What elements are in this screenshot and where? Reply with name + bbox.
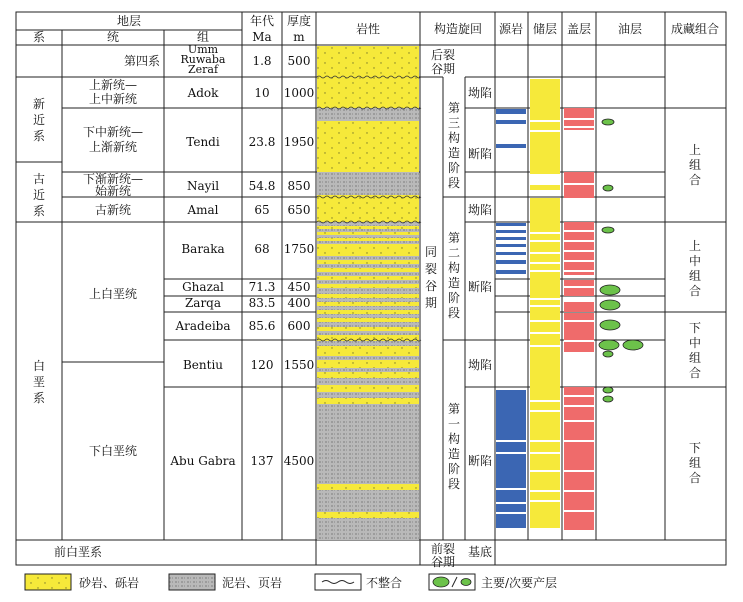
caprock-gap — [564, 420, 594, 422]
source-rock-bar — [496, 260, 526, 264]
header-thickness-unit: m — [293, 30, 305, 44]
caprock-gap — [564, 300, 594, 302]
formation-age: 1.8 — [252, 54, 272, 68]
system-column — [33, 97, 45, 405]
formation-group-name: Zarqa — [184, 296, 222, 310]
reservoir-gap — [530, 410, 560, 412]
lithology-mud-layer — [317, 341, 419, 346]
tectonic-stage2-char: 段 — [447, 306, 461, 320]
major-oil-layer — [600, 285, 620, 295]
tectonic-stage3-char: 第 — [447, 101, 461, 115]
formation-age: 10 — [254, 86, 270, 100]
legend-mudstone: 泥岩、页岩 — [222, 576, 283, 590]
minor-oil-layer — [602, 227, 614, 233]
source-gap — [496, 440, 526, 442]
lithology-mud-layer — [317, 306, 419, 310]
tectonic-post-rift: 谷期 — [430, 62, 456, 76]
system-label-char: 新 — [32, 97, 46, 111]
caprock-bar — [564, 387, 594, 530]
major-oil-layer — [623, 340, 643, 350]
tectonic-syn-rift — [425, 245, 437, 310]
source-rock-bar — [496, 230, 526, 233]
tectonic-stage3-char: 三 — [447, 116, 461, 130]
assemblage-label-char: 组 — [688, 158, 702, 172]
system-label-char: 近 — [32, 188, 46, 202]
system-label-char: 系 — [32, 391, 46, 405]
series-label: 下渐新统— — [82, 172, 144, 186]
reservoir-gap — [530, 120, 560, 122]
assemblage-label-char: 中 — [688, 254, 702, 268]
lithology-mud-layer — [317, 116, 419, 121]
caprock-gap — [564, 510, 594, 512]
reservoir-gap — [530, 400, 560, 402]
formation-age: 71.3 — [248, 280, 276, 294]
quaternary-label: 第四系 — [123, 54, 161, 68]
reservoir-gap — [530, 490, 560, 492]
lithology-mud-layer — [317, 518, 419, 540]
lithology-mud-layer — [317, 264, 419, 268]
minor-oil-layer — [603, 387, 613, 393]
lithology-mud-layer — [317, 241, 419, 244]
tectonic-syn-rift-char: 裂 — [424, 262, 438, 276]
reservoir-gap — [530, 232, 560, 234]
formation-thickness: 4500 — [283, 454, 315, 468]
header-caprock: 盖层 — [566, 22, 592, 36]
reservoir-gap — [530, 298, 560, 300]
formation-thickness: 400 — [287, 296, 311, 310]
lithology-mud-layer — [317, 172, 419, 195]
series-label: 上新统— — [88, 78, 138, 92]
tectonic-syn-rift-char: 同 — [424, 245, 438, 259]
lithology-mud-layer — [317, 356, 419, 360]
reservoir-gap — [530, 440, 560, 442]
assemblage-label-char: 上 — [688, 239, 702, 253]
formation-group-name: Umm — [187, 43, 219, 56]
header-oil: 油层 — [617, 22, 643, 36]
lithology-mud-layer — [317, 288, 419, 294]
assemblage-label — [689, 238, 701, 298]
series-label: 上白垩统 — [88, 287, 138, 301]
tectonic-stage2-char: 第 — [447, 231, 461, 245]
system-label-char: 系 — [32, 129, 46, 143]
caprock-gap — [564, 240, 594, 242]
minor-oil-icon — [461, 579, 471, 586]
header-reservoir: 储层 — [532, 22, 558, 36]
formation-thickness: 450 — [287, 280, 311, 294]
reservoir-gap — [530, 470, 560, 472]
formation-thickness: 650 — [287, 203, 311, 217]
source-rock-bar — [496, 244, 526, 247]
lithology-mud-layer — [317, 378, 419, 385]
tectonic-post-rift: 后裂 — [430, 48, 456, 62]
caprock-gap — [564, 395, 594, 397]
formation-group-name: Abu Gabra — [170, 454, 236, 468]
formation-group-name: Zeraf — [187, 63, 219, 76]
source-rock-bar — [496, 223, 526, 226]
reservoir-gap — [530, 500, 560, 502]
reservoir-gap — [530, 270, 560, 272]
caprock-gap — [564, 126, 594, 128]
series-column — [54, 54, 160, 559]
caprock-gap — [564, 470, 594, 472]
formation-age: 83.5 — [248, 296, 276, 310]
source-rock-bar — [496, 237, 526, 240]
caprock-gap — [564, 183, 594, 185]
tectonic-depression: 坳陷 — [467, 203, 493, 217]
lithology-mud-layer — [317, 404, 419, 484]
assemblage-label — [689, 321, 701, 380]
header-age: 年代 — [249, 14, 275, 28]
source-gap — [496, 502, 526, 504]
formation-thickness: 1000 — [283, 86, 315, 100]
assemblage-label-char: 中 — [688, 336, 702, 350]
formation-age: 85.6 — [248, 319, 276, 333]
formation-group-name: Nayil — [186, 179, 220, 193]
assemblage-label-char: 合 — [688, 284, 702, 298]
caprock-gap — [564, 250, 594, 252]
lithology-mud-layer — [317, 272, 419, 276]
source-gap — [496, 488, 526, 490]
caprock-bar — [564, 222, 594, 275]
system-label-char: 近 — [32, 113, 46, 127]
lithology-mud-layer — [317, 235, 419, 238]
formation-age: 68 — [254, 242, 270, 256]
tectonic-faulted: 断陷 — [467, 454, 493, 468]
caprock-gap — [564, 118, 594, 120]
tectonic-pre-rift: 谷期 — [430, 555, 456, 569]
caprock-gap — [564, 340, 594, 342]
series-label: 古新统 — [94, 203, 132, 217]
tectonic-syn-rift-char: 谷 — [424, 279, 438, 293]
header-assemblage: 成藏组合 — [670, 22, 720, 36]
pre-cretaceous-label: 前白垩系 — [53, 545, 103, 559]
formation-age: 65 — [254, 203, 270, 217]
system-label — [33, 359, 45, 405]
lithology-mud-layer — [317, 322, 419, 327]
lithology-mud-layer — [317, 490, 419, 512]
major-oil-layer — [600, 320, 620, 330]
formation-thickness: 850 — [287, 179, 311, 193]
major-oil-layer — [599, 340, 619, 350]
tectonic-column — [425, 47, 492, 569]
formation-group-name: Tendi — [186, 135, 220, 149]
caprock-bar — [564, 313, 594, 352]
header-lithology: 岩性 — [355, 22, 381, 36]
formation-age: 23.8 — [248, 135, 276, 149]
minor-oil-layer — [602, 119, 614, 125]
tectonic-stage3 — [448, 101, 460, 190]
tectonic-stage3-char: 阶 — [447, 161, 461, 175]
series-label: 上渐新统 — [88, 140, 138, 154]
tectonic-stage3-char: 段 — [447, 176, 461, 190]
system-label-char: 垩 — [32, 375, 46, 389]
formation-thickness: 1550 — [283, 358, 315, 372]
assemblage-label-char: 组 — [688, 456, 702, 470]
tectonic-stage1 — [448, 402, 460, 491]
minor-oil-layer — [603, 351, 613, 357]
assemblage-label-char: 组 — [688, 351, 702, 365]
assemblage-column — [689, 142, 701, 485]
reservoir-gap — [530, 262, 560, 264]
caprock-gap — [564, 320, 594, 322]
reservoir-gap — [530, 320, 560, 322]
tectonic-stage1-char: 阶 — [447, 462, 461, 476]
source-gap — [496, 512, 526, 514]
major-oil-icon — [433, 577, 449, 587]
system-label — [33, 97, 45, 143]
formation-group-name: Ghazal — [182, 280, 224, 294]
lithology-column — [317, 46, 421, 540]
header-system: 系 — [32, 30, 46, 44]
formation-group-name: Bentiu — [182, 358, 224, 372]
tectonic-stage1-char: 第 — [447, 402, 461, 416]
formation-age: 54.8 — [248, 179, 276, 193]
legend-sand-swatch — [25, 574, 71, 590]
lithology-mud-layer — [317, 256, 419, 260]
series-label: 下白垩统 — [88, 444, 138, 458]
caprock-gap — [564, 230, 594, 232]
reservoir-gap — [530, 130, 560, 132]
reservoir-gap — [530, 345, 560, 347]
reservoir-bar — [530, 79, 560, 174]
header-source: 源岩 — [498, 22, 524, 36]
lithology-mud-layer — [317, 368, 419, 372]
reservoir-gap — [530, 240, 560, 242]
assemblage-label-char: 下 — [688, 441, 702, 455]
caprock-gap — [564, 440, 594, 442]
header-series: 统 — [106, 30, 120, 44]
lithology-mud-layer — [317, 229, 419, 232]
header-group: 组 — [196, 30, 210, 44]
header-row — [33, 13, 719, 44]
tectonic-pre-rift: 前裂 — [430, 542, 456, 556]
source-rock-bar — [496, 109, 526, 114]
tectonic-stage1-char: 构 — [447, 432, 461, 446]
header-age-unit: Ma — [252, 30, 272, 44]
lithology-mud-layer — [317, 392, 419, 398]
assemblage-label — [689, 441, 701, 485]
header-thickness: 厚度 — [286, 14, 312, 28]
reservoir-gap — [530, 332, 560, 334]
reservoir-gap — [530, 252, 560, 254]
tectonic-stage2-char: 构 — [447, 261, 461, 275]
formation-thickness: 600 — [287, 319, 311, 333]
source-gap — [496, 452, 526, 454]
formation-thickness: 1950 — [283, 135, 315, 149]
caprock-gap — [564, 260, 594, 262]
formation-group-name: Adok — [187, 86, 219, 100]
tectonic-stage2-char: 二 — [447, 246, 461, 260]
tectonic-stage2-char: 阶 — [447, 291, 461, 305]
caprock-gap — [564, 405, 594, 407]
header-tectonic: 构造旋回 — [433, 22, 483, 36]
source-rock-bar — [496, 252, 526, 255]
tectonic-faulted: 断陷 — [467, 280, 493, 294]
formation-thickness: 1750 — [283, 242, 315, 256]
tectonic-depression: 坳陷 — [467, 358, 493, 372]
lithology-mud-layer — [317, 280, 419, 284]
tectonic-basement: 基底 — [467, 545, 493, 559]
tectonic-stage3-char: 造 — [447, 146, 461, 160]
tectonic-stage1-char: 一 — [447, 417, 461, 431]
legend-sandstone: 砂岩、砾岩 — [79, 576, 140, 590]
formation-group-name: Amal — [187, 203, 219, 217]
assemblage-label-char: 合 — [688, 173, 702, 187]
system-label-char: 白 — [32, 359, 46, 373]
assemblage-label-char: 下 — [688, 321, 702, 335]
series-label: 下中新统— — [82, 125, 144, 139]
tectonic-syn-rift-char: 期 — [424, 296, 438, 310]
tectonic-stage2 — [448, 231, 460, 320]
formation-group-name: Baraka — [181, 242, 225, 256]
caprock-gap — [564, 270, 594, 272]
tectonic-stage1-char: 造 — [447, 447, 461, 461]
minor-oil-layer — [603, 396, 613, 402]
tectonic-stage1-char: 段 — [447, 477, 461, 491]
tectonic-stage2-char: 造 — [447, 276, 461, 290]
formation-age: 120 — [250, 358, 274, 372]
formation-group-name: Aradeiba — [175, 319, 231, 333]
series-label: 上中新统 — [88, 92, 138, 106]
system-label — [33, 171, 45, 218]
lithology-mud-layer — [317, 298, 419, 302]
indicator-bars — [496, 79, 594, 530]
oil-layers — [599, 119, 643, 402]
formation-thickness: 500 — [287, 54, 311, 68]
reservoir-gap — [530, 452, 560, 454]
system-label-char: 系 — [32, 204, 46, 218]
formation-age: 137 — [250, 454, 274, 468]
legend-mud-swatch — [169, 574, 215, 590]
reservoir-bar — [530, 198, 560, 528]
system-label-char: 古 — [32, 172, 46, 186]
minor-oil-layer — [603, 185, 613, 191]
assemblage-label-char: 合 — [688, 471, 702, 485]
legend-oil-layers: 主要/次要产层 — [481, 576, 558, 590]
assemblage-label-char: 上 — [688, 143, 702, 157]
caprock-gap — [564, 286, 594, 288]
reservoir-gap — [530, 305, 560, 307]
lithology-mud-layer — [317, 331, 419, 335]
major-oil-layer — [600, 300, 620, 310]
assemblage-label-char: 合 — [688, 366, 702, 380]
assemblage-label-char: 组 — [688, 269, 702, 283]
formation-group-name: Ruwaba — [180, 53, 226, 66]
caprock-gap — [564, 490, 594, 492]
tectonic-depression: 坳陷 — [467, 86, 493, 100]
tectonic-faulted: 断陷 — [467, 147, 493, 161]
lithology-mud-layer — [317, 314, 419, 318]
series-label: 始新统 — [94, 184, 132, 198]
legend-unconformity: 不整合 — [366, 576, 403, 590]
source-rock-bar — [496, 390, 526, 528]
legend — [25, 574, 557, 590]
tectonic-stage3-char: 构 — [447, 131, 461, 145]
header-strata: 地层 — [116, 14, 142, 28]
reservoir-bar — [530, 185, 560, 190]
source-rock-bar — [496, 144, 526, 148]
assemblage-label — [689, 142, 701, 187]
source-rock-bar — [496, 120, 526, 124]
source-rock-bar — [496, 270, 526, 274]
